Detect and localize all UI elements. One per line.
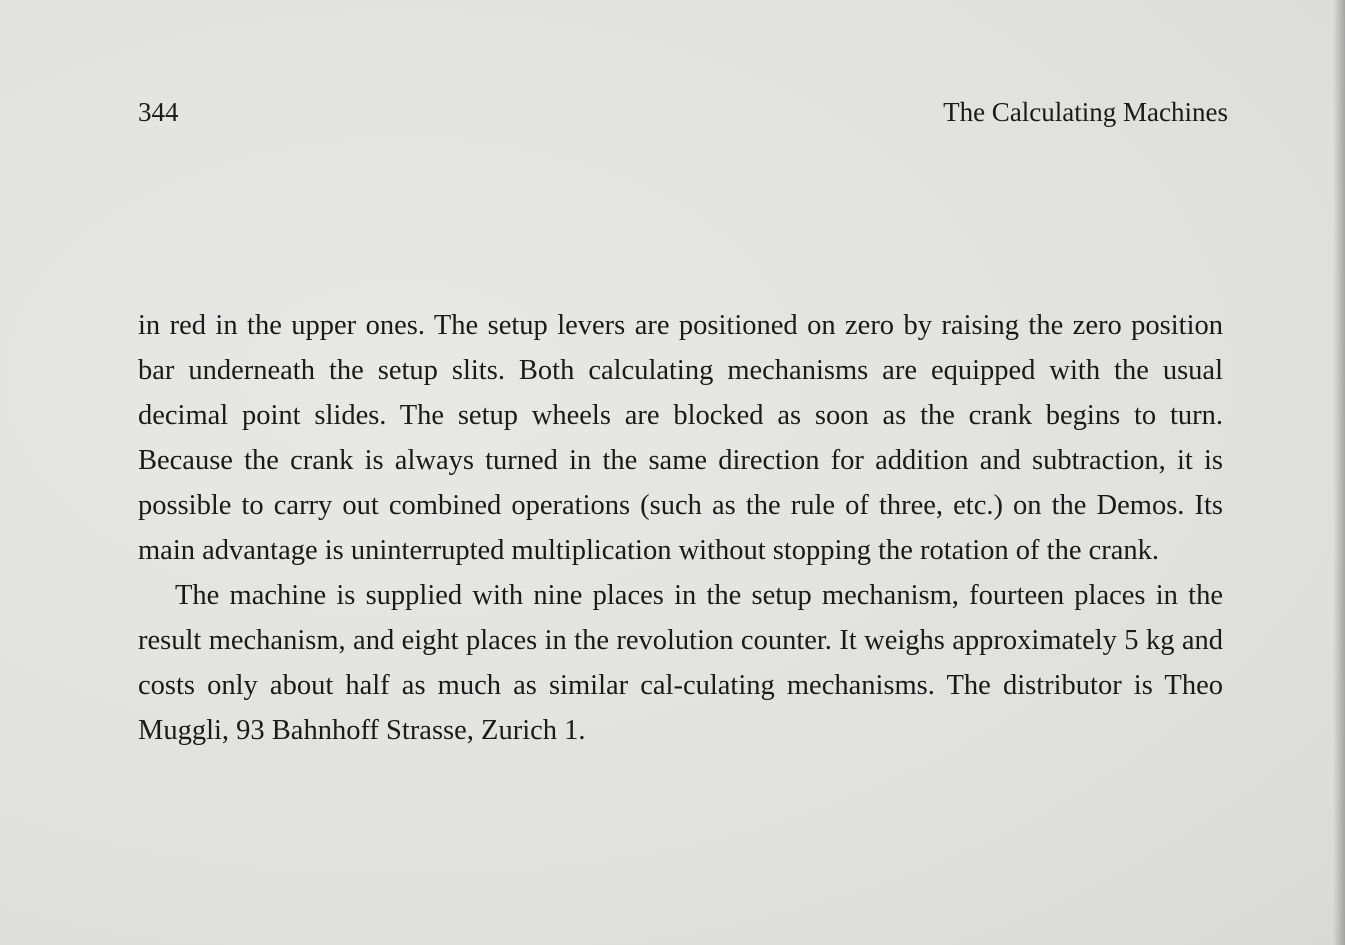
page-edge-shadow [1333, 0, 1345, 945]
page-number: 344 [138, 97, 179, 127]
paragraph-machine-specs: The machine is supplied with nine places in the setup mechanism, fourteen places in the result mechanism, and eight places in the revolution counter. It weighs approximately 5 kg and costs only about half as much as similar cal-culating mechanisms. The distributor is Theo Muggli, 93 Bahnhoff Strasse, Zurich 1. [138, 580, 1223, 746]
chapter-title: The Calculating Machines [943, 97, 1228, 127]
running-head [138, 92, 1228, 132]
paragraph-continued: in red in the upper ones. The setup levers are positioned on zero by raising the zero position bar underneath the setup slits. Both calculating mechanisms are equipped with the usual decimal point slides. The setup wheels are blocked as soon as the crank begins to turn. Because the crank is always turned in the same direction for addition and subtraction, it is possible to carry out combined operations (such as the rule of three, etc.) on the Demos. Its main advantage is uninterrupted multiplication without stopping the rotation of the crank. [138, 310, 1223, 566]
body-text [138, 303, 1223, 753]
